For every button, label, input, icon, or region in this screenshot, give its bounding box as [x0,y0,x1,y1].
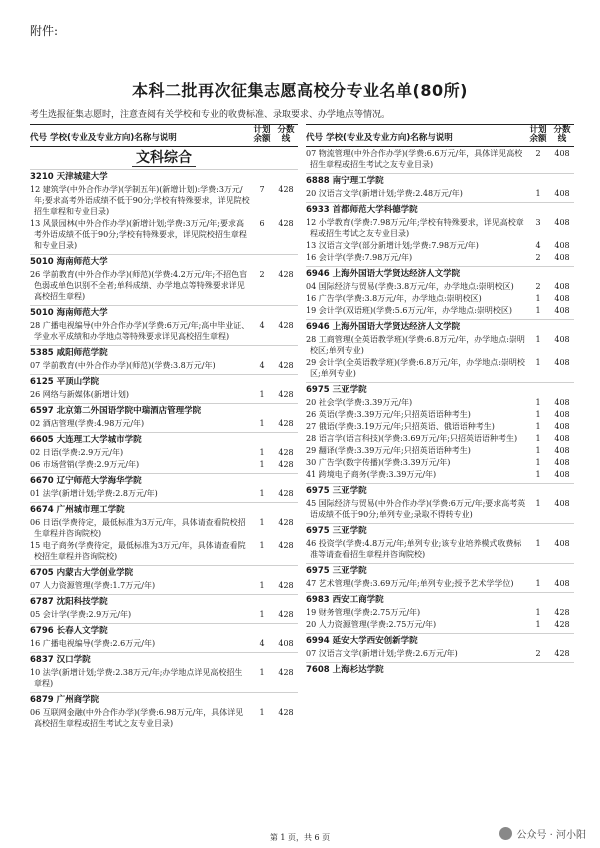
table-header [30,124,298,147]
page-footer: 第 1 页，共 6 页 [269,833,331,842]
section-title: 文科综合 [132,150,196,167]
wechat-icon [499,827,512,840]
header-name: 代号 学校(专业及专业方向)名称与说明 [306,133,453,143]
plan-remaining: 1 [535,579,541,588]
plan-remaining: 2 [535,253,541,262]
plan-remaining: 1 [535,335,541,344]
major-text: 19 财务管理(学费:2.75万元/年) [306,608,421,617]
major-row [306,409,574,420]
score-line: 428 [278,419,294,428]
major-text: 02 日语(学费:2.9万元/年) [30,448,124,457]
major-text: 06 互联网金融(中外合作办学)(学费:6.98万元/年，具体详见高校招生章程或招生考试之友专业目录) [30,708,244,728]
school-name: 5010 海南师范大学 [30,254,298,268]
score-line: 428 [554,608,570,617]
major-row [306,648,574,659]
school-name: 6975 三亚学院 [306,523,574,537]
major-row [306,457,574,468]
school-name: 6946 上海外国语大学贤达经济人文学院 [306,319,574,333]
major-row [306,538,574,560]
major-row [30,517,298,539]
major-row [30,540,298,562]
score-line: 408 [554,458,570,467]
major-row [306,148,574,170]
plan-remaining: 1 [535,446,541,455]
plan-remaining: 1 [535,608,541,617]
major-text: 04 国际经济与贸易(学费:3.8万元/年，办学地点:崇明校区) [306,282,514,291]
major-row [306,188,574,199]
school-name: 6837 汉口学院 [30,652,298,666]
major-row [30,418,298,429]
plan-remaining: 2 [535,149,541,158]
score-line: 408 [554,241,570,250]
score-line: 408 [554,335,570,344]
score-line: 428 [278,581,294,590]
major-text: 26 英语(学费:3.39万元/年;只招英语语种考生) [306,410,471,419]
plan-remaining: 1 [535,620,541,629]
section-heading [30,150,298,166]
score-line: 428 [278,610,294,619]
school-name: 7608 上海杉达学院 [306,662,574,676]
plan-remaining: 2 [535,649,541,658]
major-row [306,433,574,444]
school-name: 3210 天津城建大学 [30,169,298,183]
major-text: 13 风景园林(中外合作办学)(新增计划;学费:3万元/年;要求高考外语成绩不低于90分;学校有特殊要求，详见院校招生章程和专业目录) [30,219,247,250]
major-row [30,447,298,458]
major-text: 41 跨境电子商务(学费:3.39万元/年) [306,470,437,479]
major-text: 16 会计学(学费:7.98万元/年) [306,253,413,262]
major-row [306,397,574,408]
score-line: 428 [278,668,294,677]
school-name: 6946 上海外国语大学贤达经济人文学院 [306,266,574,280]
major-row [306,293,574,304]
major-text: 27 俄语(学费:3.19万元/年;只招英语、俄语语种考生) [306,422,495,431]
plan-remaining: 1 [535,470,541,479]
major-text: 46 投资学(学费:4.8万元/年;单列专业;该专业培养模式收费标准等请查看招生章程并咨询院校) [306,539,522,559]
major-text: 29 会计学(全英语教学班)(学费:6.8万元/年，办学地点:崇明校区;单列专业) [306,358,525,378]
school-name: 6125 平顶山学院 [30,374,298,388]
score-line: 408 [554,398,570,407]
score-line: 428 [278,321,294,330]
score-line: 408 [554,282,570,291]
school-name: 6933 首都师范大学科德学院 [306,202,574,216]
plan-remaining: 1 [535,458,541,467]
major-text: 20 人力资源管理(学费:2.75万元/年) [306,620,437,629]
major-text: 26 网络与新媒体(新增计划) [30,390,129,399]
plan-remaining: 1 [259,581,265,590]
school-name: 6674 广州城市理工学院 [30,502,298,516]
score-line: 428 [278,708,294,717]
plan-remaining: 1 [259,460,265,469]
major-row [306,217,574,239]
plan-remaining: 1 [259,708,265,717]
score-line: 408 [278,639,294,648]
score-line: 408 [554,422,570,431]
major-row [306,421,574,432]
major-row [30,320,298,342]
major-row [306,357,574,379]
score-line: 408 [554,294,570,303]
school-name: 6796 长春人文学院 [30,623,298,637]
school-name: 6879 广州商学院 [30,692,298,706]
score-line: 428 [278,489,294,498]
watermark-text: 公众号 · 河小阳 [516,830,586,841]
notice-text: 考生选报征集志愿时，注意查阅有关学校和专业的收费标准、录取要求、办学地点等情况。 [30,110,391,120]
score-line: 428 [554,649,570,658]
major-row [306,619,574,630]
school-list [30,169,298,729]
header-score: 分数线 [553,125,571,144]
major-text: 07 物流管理(中外合作办学)(学费:6.6万元/年，具体详见高校招生章程或招生考试之友专业目录) [306,149,523,169]
plan-remaining: 1 [259,448,265,457]
major-text: 20 汉语言文学(新增计划;学费:2.48万元/年) [306,189,463,198]
major-text: 02 酒店管理(学费:4.98万元/年) [30,419,145,428]
major-text: 20 社会学(学费:3.39万元/年) [306,398,413,407]
plan-remaining: 1 [535,358,541,367]
major-row [306,305,574,316]
score-line: 408 [554,446,570,455]
major-row [306,281,574,292]
right-column [306,124,574,830]
major-row [30,667,298,689]
major-text: 19 会计学(双语班)(学费:5.6万元/年，办学地点:崇明校区) [306,306,513,315]
plan-remaining: 1 [259,518,265,527]
major-row [30,638,298,649]
major-row [30,609,298,620]
major-row [306,445,574,456]
plan-remaining: 1 [259,489,265,498]
score-line: 428 [278,185,294,194]
major-row [30,459,298,470]
school-name: 5010 海南师范大学 [30,305,298,319]
major-text: 28 工商管理(全英语教学班)(学费:6.8万元/年，办学地点:崇明校区;单列专业) [306,335,525,355]
plan-remaining: 1 [535,539,541,548]
major-text: 12 建筑学(中外合作办学)(学制五年)(新增计划):学费:3万元/年;要求高考外语成绩不低于90分;学校有特殊要求，详见院校招生章程和专业目录) [30,185,250,216]
score-line: 428 [278,361,294,370]
school-name: 6994 延安大学西安创新学院 [306,633,574,647]
major-text: 26 学前教育(中外合作办学)(师范)(学费:4.2万元/年;不招色盲色弱或单色识别不全者;单科成绩、办学地点等特殊要求详见高校招生章程) [30,270,248,301]
school-name: 6670 辽宁师范大学海华学院 [30,473,298,487]
left-column [30,124,298,830]
plan-remaining: 4 [259,639,265,648]
score-line: 428 [278,518,294,527]
major-text: 16 广告学(学费:3.8万元/年，办学地点:崇明校区) [306,294,482,303]
header-name: 代号 学校(专业及专业方向)名称与说明 [30,133,177,143]
plan-remaining: 4 [259,321,265,330]
major-text: 30 广告学(数字传播)(学费:3.39万元/年) [306,458,451,467]
major-text: 47 艺术管理(学费:3.69万元/年;单列专业;授予艺术学学位) [306,579,514,588]
header-plan: 计划余额 [529,125,547,144]
plan-remaining: 1 [535,499,541,508]
score-line: 408 [554,579,570,588]
score-line: 408 [554,499,570,508]
major-text: 07 人力资源管理(学费:1.7万元/年) [30,581,156,590]
major-row [30,488,298,499]
table-header [306,124,574,147]
header-score: 分数线 [277,125,295,144]
major-row [306,607,574,618]
score-line: 408 [554,470,570,479]
school-name: 6983 西安工商学院 [306,592,574,606]
major-row [306,469,574,480]
plan-remaining: 3 [535,218,541,227]
major-text: 06 市场营销(学费:2.9万元/年) [30,460,140,469]
score-line: 408 [554,218,570,227]
account-watermark [499,826,586,841]
score-line: 428 [278,219,294,228]
major-text: 15 电子商务(学费待定，最低标准为3万元/年，具体请查看院校招生章程并咨询院校) [30,541,246,561]
score-line: 428 [278,448,294,457]
major-row [30,269,298,302]
school-name: 6975 三亚学院 [306,483,574,497]
major-row [306,498,574,520]
score-line: 408 [554,358,570,367]
major-text: 45 国际经济与贸易(中外合作办学)(学费:6万元/年;要求高考英语成绩不低于90分;单列专业;录取不得转专业) [306,499,526,519]
plan-remaining: 1 [535,189,541,198]
school-name: 6975 三亚学院 [306,563,574,577]
score-line: 428 [278,270,294,279]
plan-remaining: 6 [259,219,265,228]
major-text: 13 汉语言文学(部分新增计划;学费:7.98万元/年) [306,241,479,250]
plan-remaining: 1 [535,410,541,419]
major-text: 06 日语(学费待定，最低标准为3万元/年，具体请查看院校招生章程并咨询院校) [30,518,246,538]
plan-remaining: 1 [535,422,541,431]
plan-remaining: 2 [259,270,265,279]
major-text: 16 广播电视编导(学费:2.6万元/年) [30,639,156,648]
plan-remaining: 4 [259,361,265,370]
plan-remaining: 1 [259,390,265,399]
major-text: 05 会计学(学费:2.9万元/年) [30,610,132,619]
plan-remaining: 1 [259,419,265,428]
score-line: 428 [278,390,294,399]
plan-remaining: 1 [535,434,541,443]
plan-remaining: 7 [259,185,265,194]
major-row [306,334,574,356]
plan-remaining: 1 [535,294,541,303]
major-text: 07 汉语言文学(新增计划;学费:2.6万元/年) [306,649,458,658]
school-name: 6975 三亚学院 [306,382,574,396]
score-line: 428 [278,460,294,469]
header-plan: 计划余额 [253,125,271,144]
score-line: 408 [554,149,570,158]
major-row [30,707,298,729]
major-text: 28 语言学(语言科技)(学费:3.69万元/年;只招英语语种考生) [306,434,518,443]
major-text: 01 法学(新增计划;学费:2.8万元/年) [30,489,158,498]
major-text: 07 学前教育(中外合作办学)(师范)(学费:3.8万元/年) [30,361,216,370]
plan-remaining: 1 [259,668,265,677]
major-text: 29 翻译(学费:3.39万元/年;只招英语语种考生) [306,446,471,455]
school-name: 6705 内蒙古大学创业学院 [30,565,298,579]
major-row [30,360,298,371]
school-name: 6597 北京第二外国语学院中瑞酒店管理学院 [30,403,298,417]
plan-remaining: 1 [535,306,541,315]
score-line: 408 [554,306,570,315]
score-line: 428 [278,541,294,550]
plan-remaining: 1 [259,541,265,550]
major-row [306,578,574,589]
major-row [306,240,574,251]
major-text: 28 广播电视编导(中外合作办学)(学费:6万元/年;高中毕业证、学业水平成绩和办学地点等特殊要求详见高校招生章程) [30,321,250,341]
school-name: 6787 沈阳科技学院 [30,594,298,608]
score-line: 428 [554,620,570,629]
score-line: 408 [554,189,570,198]
major-row [30,218,298,251]
major-text: 10 法学(新增计划;学费:2.38万元/年;办学地点详见高校招生章程) [30,668,243,688]
major-row [30,389,298,400]
school-name: 5385 咸阳师范学院 [30,345,298,359]
major-row [306,252,574,263]
major-text: 12 小学教育(学费:7.98万元/年;学校有特殊要求，详见高校章程或招生考试之友专业目录) [306,218,524,238]
school-name: 6888 南宁理工学院 [306,173,574,187]
score-line: 408 [554,434,570,443]
plan-remaining: 1 [535,398,541,407]
major-row [30,184,298,217]
plan-remaining: 4 [535,241,541,250]
score-line: 408 [554,410,570,419]
page-title: 本科二批再次征集志愿高校分专业名单(80所) [132,81,468,100]
major-row [30,580,298,591]
school-name: 6605 大连理工大学城市学院 [30,432,298,446]
school-list [306,148,574,676]
plan-remaining: 2 [535,282,541,291]
score-line: 408 [554,539,570,548]
plan-remaining: 1 [259,610,265,619]
score-line: 408 [554,253,570,262]
attachment-label: 附件: [30,24,59,38]
